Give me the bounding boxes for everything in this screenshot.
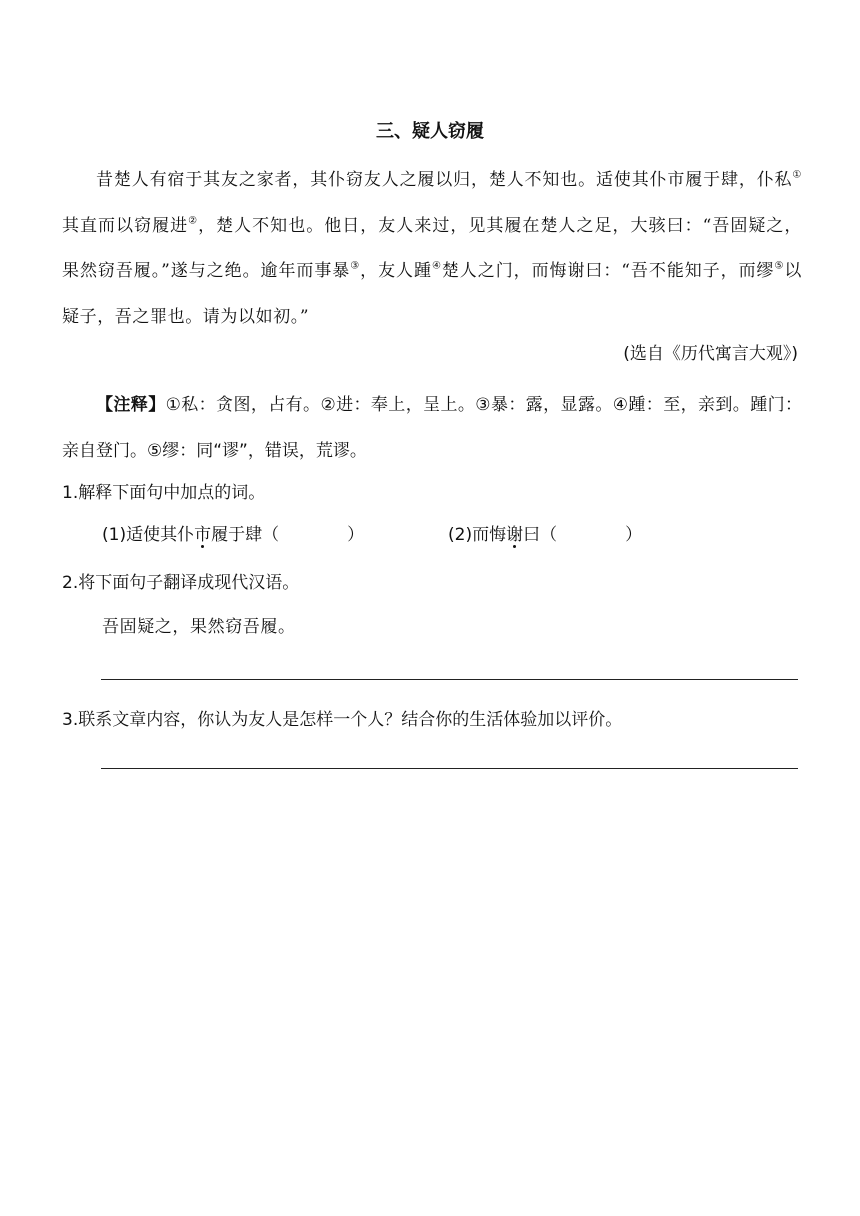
footnote-marker: ③ <box>350 260 361 272</box>
footnote-marker: ① <box>792 169 802 181</box>
emphasis-dot <box>201 545 204 548</box>
dotted-word-shi: 市 <box>194 520 211 545</box>
classical-passage <box>62 158 802 340</box>
passage-text: 昔楚人有宿于其友之家者，其仆窃友人之履以归，楚人不知也。适使其仆市履于肆，仆私 <box>96 170 793 190</box>
answer-line-q2[interactable] <box>101 679 798 680</box>
passage-text: 其直而以窃履进 <box>62 215 189 236</box>
annotations-text: ①私：贪图，占有。②进：奉上，呈上。③暴：露，显露。④踵：至，亲到。踵门：亲自登门。⑤缪：同“谬”，错误，荒谬。 <box>62 395 802 461</box>
emphasis-dot <box>513 545 516 548</box>
passage-source: (选自《历代寓言大观》) <box>623 344 798 364</box>
annotations <box>62 383 802 474</box>
question-2-label: 2.将下面句子翻译成现代汉语。 <box>62 573 300 593</box>
question-1-item-1: (1)适使其仆市 履于肆（ ） <box>102 520 364 545</box>
annotations-tag: 【注释】 <box>96 395 166 415</box>
footnote-marker: ⑤ <box>774 260 785 272</box>
passage-text: ，楚人不知也。他日，友人来过，见其履在楚人之足，大骇曰：“吾固疑之，果然窃吾履。”遂与之绝。逾年而事暴 <box>62 215 802 281</box>
question-2-sentence: 吾固疑之，果然窃吾履。 <box>102 617 296 637</box>
section-title: 三、疑人窃履 <box>376 121 484 142</box>
passage-text: 楚人之门，而悔谢曰：“吾不能知子，而缪 <box>441 261 775 281</box>
dotted-word-xie: 谢 <box>506 520 523 545</box>
question-3-label: 3.联系文章内容，你认为友人是怎样一个人？结合你的生活体验加以评价。 <box>62 710 623 730</box>
question-1-item-2: (2)而悔谢 曰（ ） <box>448 520 642 545</box>
footnote-marker: ② <box>188 215 199 226</box>
answer-line-q3[interactable] <box>101 768 798 769</box>
footnote-marker: ④ <box>431 260 442 272</box>
question-1-label: 1.解释下面句中加点的词。 <box>62 483 266 503</box>
passage-text: ，友人踵 <box>360 261 432 281</box>
passage-text: 以疑子，吾之罪也。请为以如初。” <box>62 261 803 327</box>
